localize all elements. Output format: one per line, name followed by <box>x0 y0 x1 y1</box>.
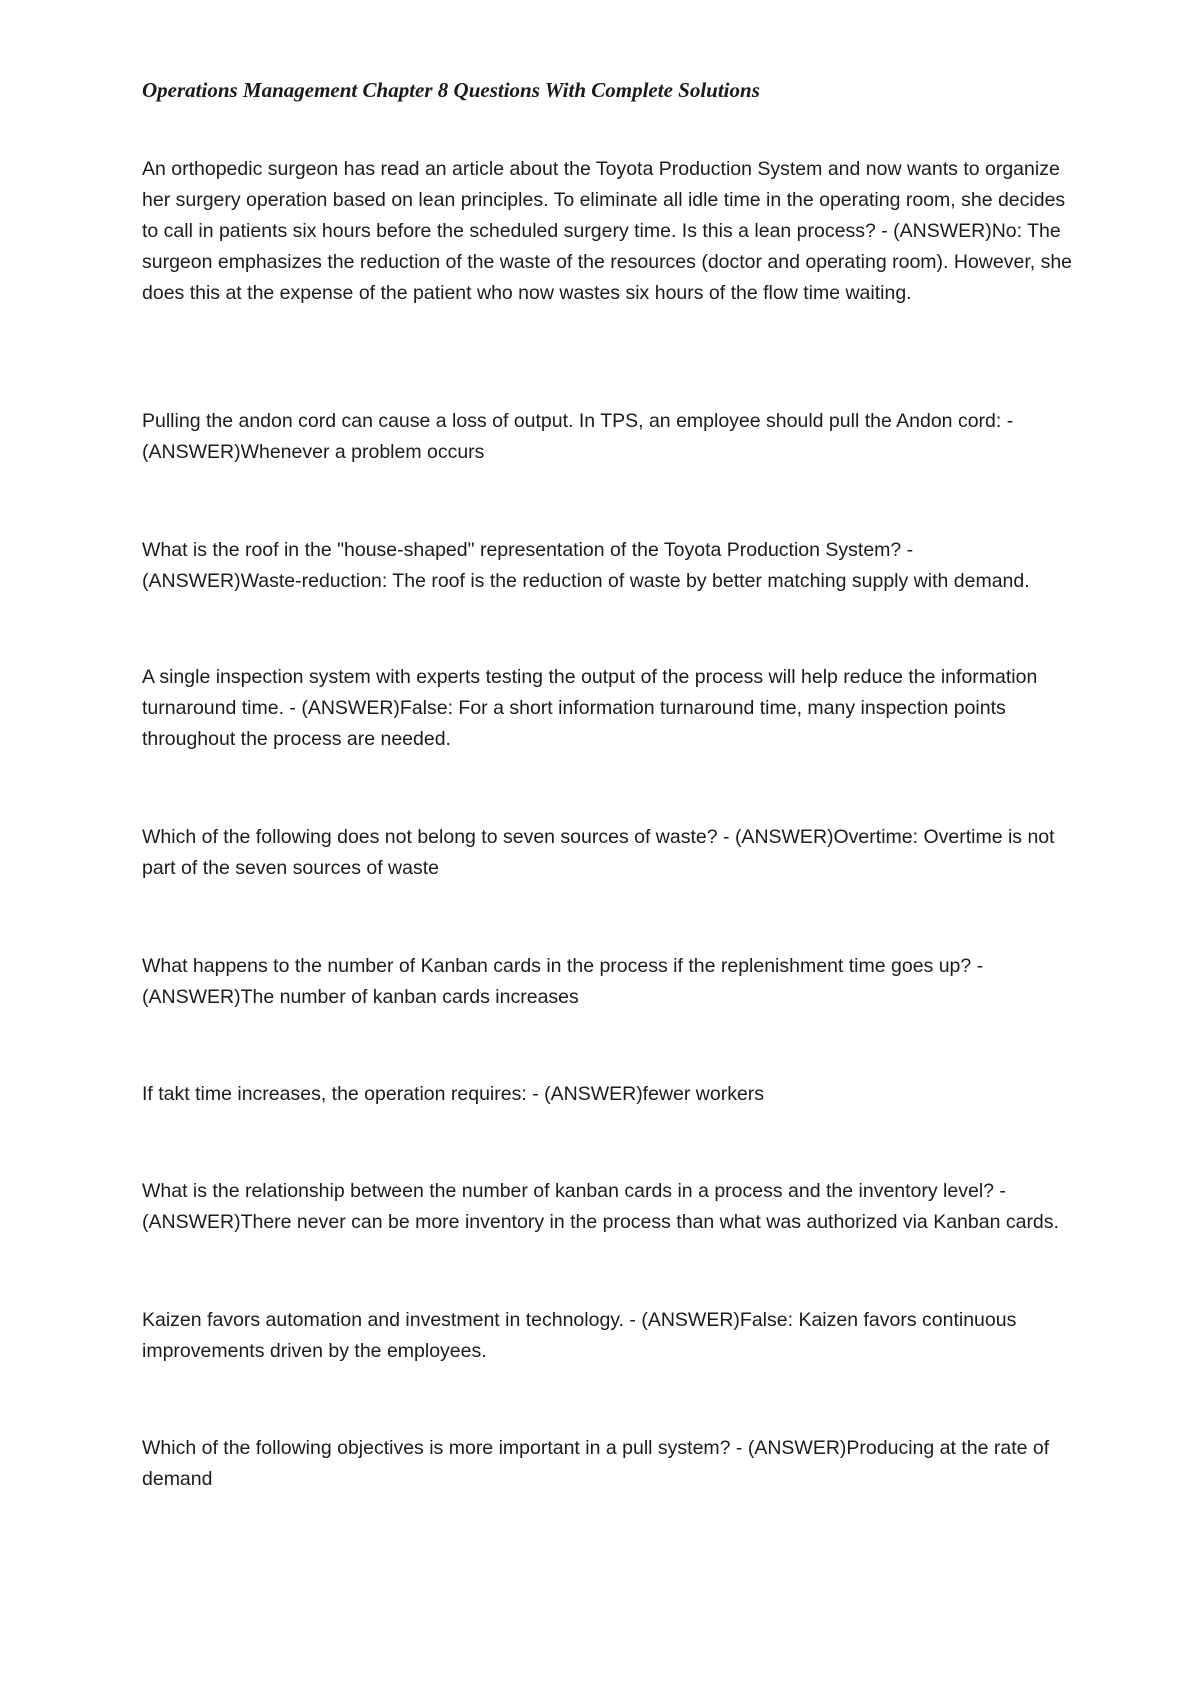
answer-text: (ANSWER)Whenever a problem occurs <box>142 441 485 463</box>
question-text: If takt time increases, the operation requires: - <box>142 1083 539 1105</box>
question-text: What happens to the number of Kanban cards in the process if the replenishment time goes up? - <box>142 955 984 977</box>
question-text: Which of the following does not belong to seven sources of waste? - <box>142 826 730 848</box>
qa-entry <box>142 1176 1072 1238</box>
question-text: An orthopedic surgeon has read an article about the Toyota Production System and now wants to organize her surgery operation based on lean principles. To eliminate all idle time in the operating room, she decides to call in patients six hours before the scheduled surgery time. Is this a lean process? - <box>142 158 1066 242</box>
question-text: A single inspection system with experts testing the output of the process will help reduce the information turnaround time. - <box>142 666 1038 719</box>
question-text: Kaizen favors automation and investment in technology. - <box>142 1309 636 1331</box>
qa-entry <box>142 406 1072 468</box>
answer-text: (ANSWER)Waste-reduction: The roof is the reduction of waste by better matching supply with demand. <box>142 570 1030 592</box>
qa-entry <box>142 154 1072 309</box>
question-text: Pulling the andon cord can cause a loss of output. In TPS, an employee should pull the Andon cord: - <box>142 410 1014 432</box>
answer-text: (ANSWER)False: Kaizen favors continuous improvements driven by the employees. <box>142 1309 1017 1362</box>
question-text: Which of the following objectives is more important in a pull system? - <box>142 1437 743 1459</box>
qa-entry <box>142 1079 1072 1110</box>
qa-entry <box>142 822 1072 884</box>
answer-text: (ANSWER)fewer workers <box>544 1083 765 1105</box>
answer-text: (ANSWER)Producing at the rate of demand <box>142 1437 1050 1490</box>
answer-text: (ANSWER)False: For a short information turnaround time, many inspection points throughout the process are needed. <box>142 697 1006 750</box>
qa-entry <box>142 951 1072 1013</box>
answer-text: (ANSWER)No: The surgeon emphasizes the reduction of the waste of the resources (doctor and operating room). However, she does this at the expense of the patient who now wastes six hours of the flow time waiting. <box>142 220 1073 304</box>
answer-text: (ANSWER)Overtime: Overtime is not part of the seven sources of waste <box>142 826 1055 879</box>
document-title: Operations Management Chapter 8 Questions With Complete Solutions <box>142 78 760 102</box>
qa-entry <box>142 535 1072 597</box>
qa-entry <box>142 662 1072 755</box>
answer-text: (ANSWER)The number of kanban cards increases <box>142 986 579 1008</box>
question-text: What is the roof in the "house-shaped" representation of the Toyota Production System? - <box>142 539 914 561</box>
question-text: What is the relationship between the number of kanban cards in a process and the inventory level? - <box>142 1180 1006 1202</box>
answer-text: (ANSWER)There never can be more inventory in the process than what was authorized via Kanban cards. <box>142 1211 1059 1233</box>
qa-entry <box>142 1305 1072 1367</box>
qa-entry <box>142 1433 1072 1495</box>
